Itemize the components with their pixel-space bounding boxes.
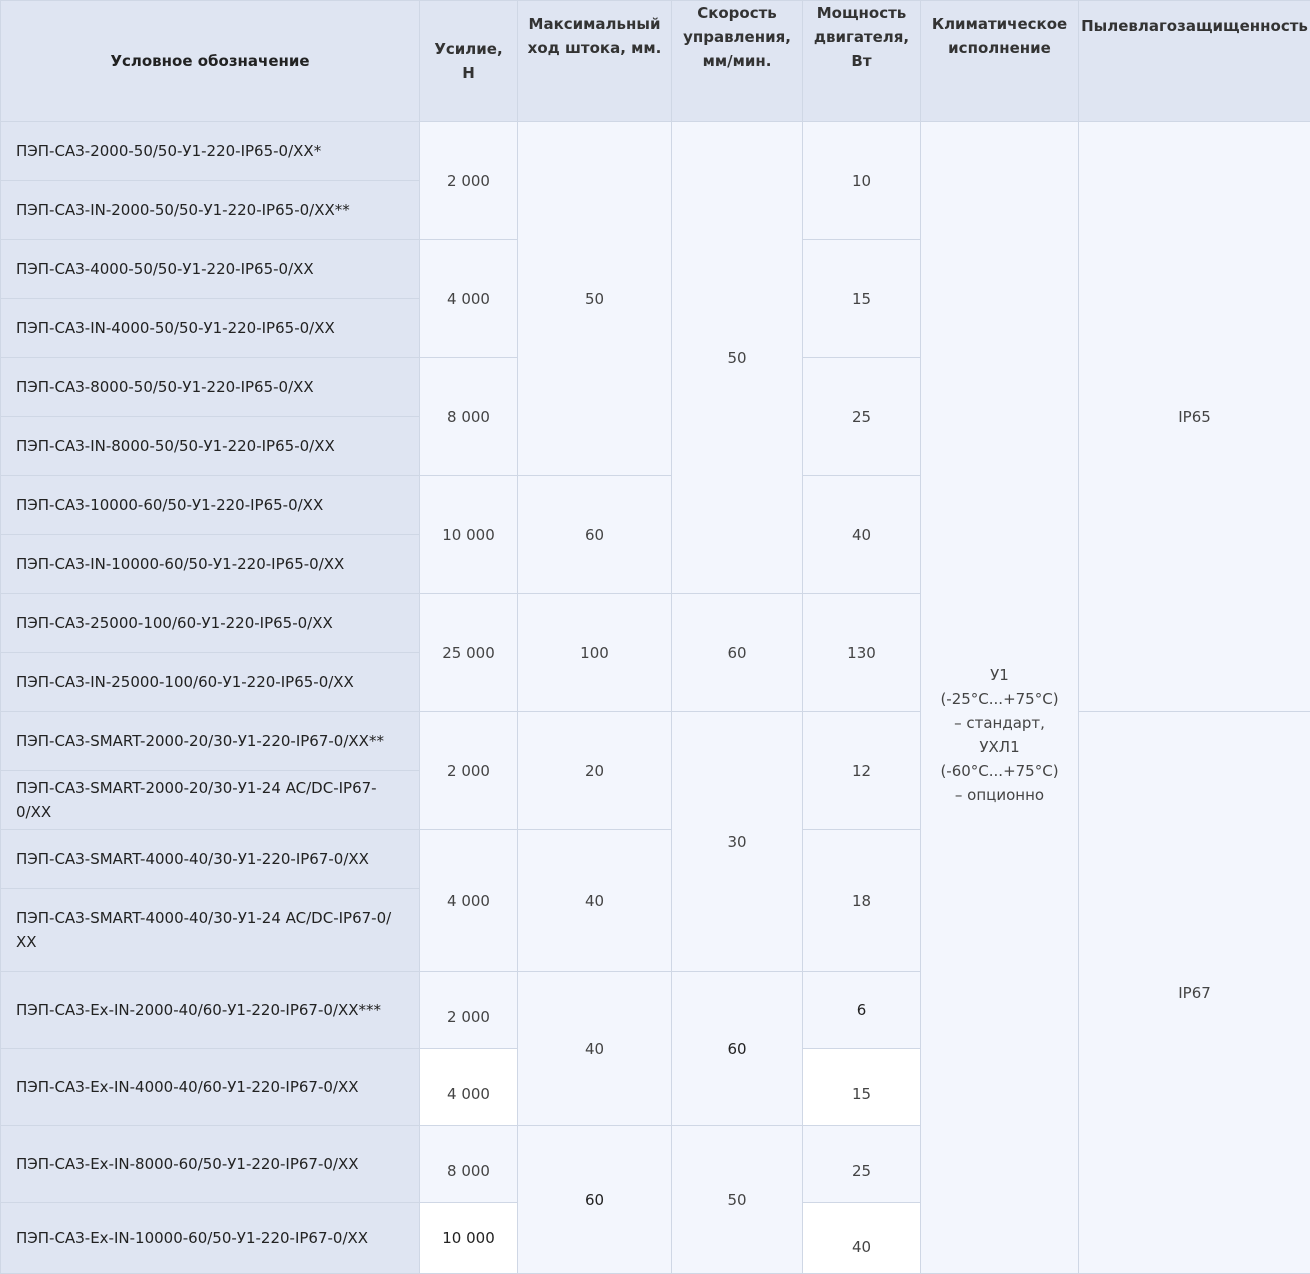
force-cell: 2 000 [420,972,518,1049]
model-name: ПЭП-САЗ-SMART-4000-40/30-У1-24 AC/DC-IP67-0/ XX [1,889,420,972]
stroke-cell: 60 [518,476,672,594]
power-cell: 18 [803,830,921,972]
force-cell: 4 000 [420,240,518,358]
force-cell: 25 000 [420,594,518,712]
speed-cell: 50 [672,122,803,594]
stroke-cell: 20 [518,712,672,830]
power-cell: 15 [803,1049,921,1126]
power-cell: 12 [803,712,921,830]
power-cell: 130 [803,594,921,712]
speed-cell: 60 [672,972,803,1126]
speed-cell: 60 [672,594,803,712]
force-cell: 2 000 [420,712,518,830]
power-cell: 15 [803,240,921,358]
stroke-cell: 100 [518,594,672,712]
table-row [1,122,1310,181]
power-cell: 40 [803,476,921,594]
power-cell: 10 [803,122,921,240]
protection-cell: IP67 [1079,712,1310,1274]
force-cell: 10 000 [420,1203,518,1274]
model-name: ПЭП-САЗ-Ex-IN-2000-40/60-У1-220-IP67-0/XX*** [1,972,420,1049]
stroke-cell: 40 [518,830,672,972]
model-name: ПЭП-САЗ-SMART-2000-20/30-У1-220-IP67-0/XX** [1,712,420,771]
header-speed: Скорость управления, мм/мин. [672,1,803,122]
model-name: ПЭП-САЗ-Ex-IN-4000-40/60-У1-220-IP67-0/XX [1,1049,420,1126]
model-name: ПЭП-САЗ-SMART-4000-40/30-У1-220-IP67-0/XX [1,830,420,889]
header-force [420,1,518,122]
model-name: ПЭП-САЗ-SMART-2000-20/30-У1-24 AC/DC-IP67-0/XX [1,771,420,830]
protection-cell: IP65 [1079,122,1310,712]
model-name: ПЭП-САЗ-IN-8000-50/50-У1-220-IP65-0/XX [1,417,420,476]
stroke-cell: 50 [518,122,672,476]
header-name: Условное обозначение [1,1,420,122]
climate-text: У1 (-25°С...+75°С) – стандарт, УХЛ1 (-60°С...+75°С) – опционно [935,588,1065,807]
model-name: ПЭП-САЗ-25000-100/60-У1-220-IP65-0/XX [1,594,420,653]
force-cell: 4 000 [420,830,518,972]
table-row [1,712,1310,771]
model-name: ПЭП-САЗ-10000-60/50-У1-220-IP65-0/XX [1,476,420,535]
model-name: ПЭП-САЗ-IN-25000-100/60-У1-220-IP65-0/XX [1,653,420,712]
model-name: ПЭП-САЗ-8000-50/50-У1-220-IP65-0/XX [1,358,420,417]
stroke-cell: 40 [518,972,672,1126]
model-name: ПЭП-САЗ-IN-2000-50/50-У1-220-IP65-0/XX** [1,181,420,240]
model-name: ПЭП-САЗ-IN-4000-50/50-У1-220-IP65-0/XX [1,299,420,358]
force-cell: 2 000 [420,122,518,240]
header-force-text: Усилие, Н [426,37,511,85]
force-cell: 4 000 [420,1049,518,1126]
climate-cell [921,122,1079,1274]
model-name: ПЭП-САЗ-Ex-IN-10000-60/50-У1-220-IP67-0/XX [1,1203,420,1274]
power-cell: 6 [803,972,921,1049]
header-protection: Пылевлагозащищенность [1079,1,1310,122]
header-climate: Климатическое исполнение [921,1,1079,122]
header-stroke: Максимальный ход штока, мм. [518,1,672,122]
force-cell: 8 000 [420,358,518,476]
speed-cell: 50 [672,1126,803,1274]
power-cell: 25 [803,1126,921,1203]
model-name: ПЭП-САЗ-4000-50/50-У1-220-IP65-0/XX [1,240,420,299]
power-cell: 40 [803,1203,921,1274]
model-name: ПЭП-САЗ-Ex-IN-8000-60/50-У1-220-IP67-0/XX [1,1126,420,1203]
stroke-cell: 60 [518,1126,672,1274]
model-name: ПЭП-САЗ-2000-50/50-У1-220-IP65-0/XX* [1,122,420,181]
speed-cell: 30 [672,712,803,972]
header-power: Мощность двигателя, Вт [803,1,921,122]
power-cell: 25 [803,358,921,476]
model-name: ПЭП-САЗ-IN-10000-60/50-У1-220-IP65-0/XX [1,535,420,594]
force-cell: 8 000 [420,1126,518,1203]
force-cell: 10 000 [420,476,518,594]
table-header-row [1,1,1310,122]
